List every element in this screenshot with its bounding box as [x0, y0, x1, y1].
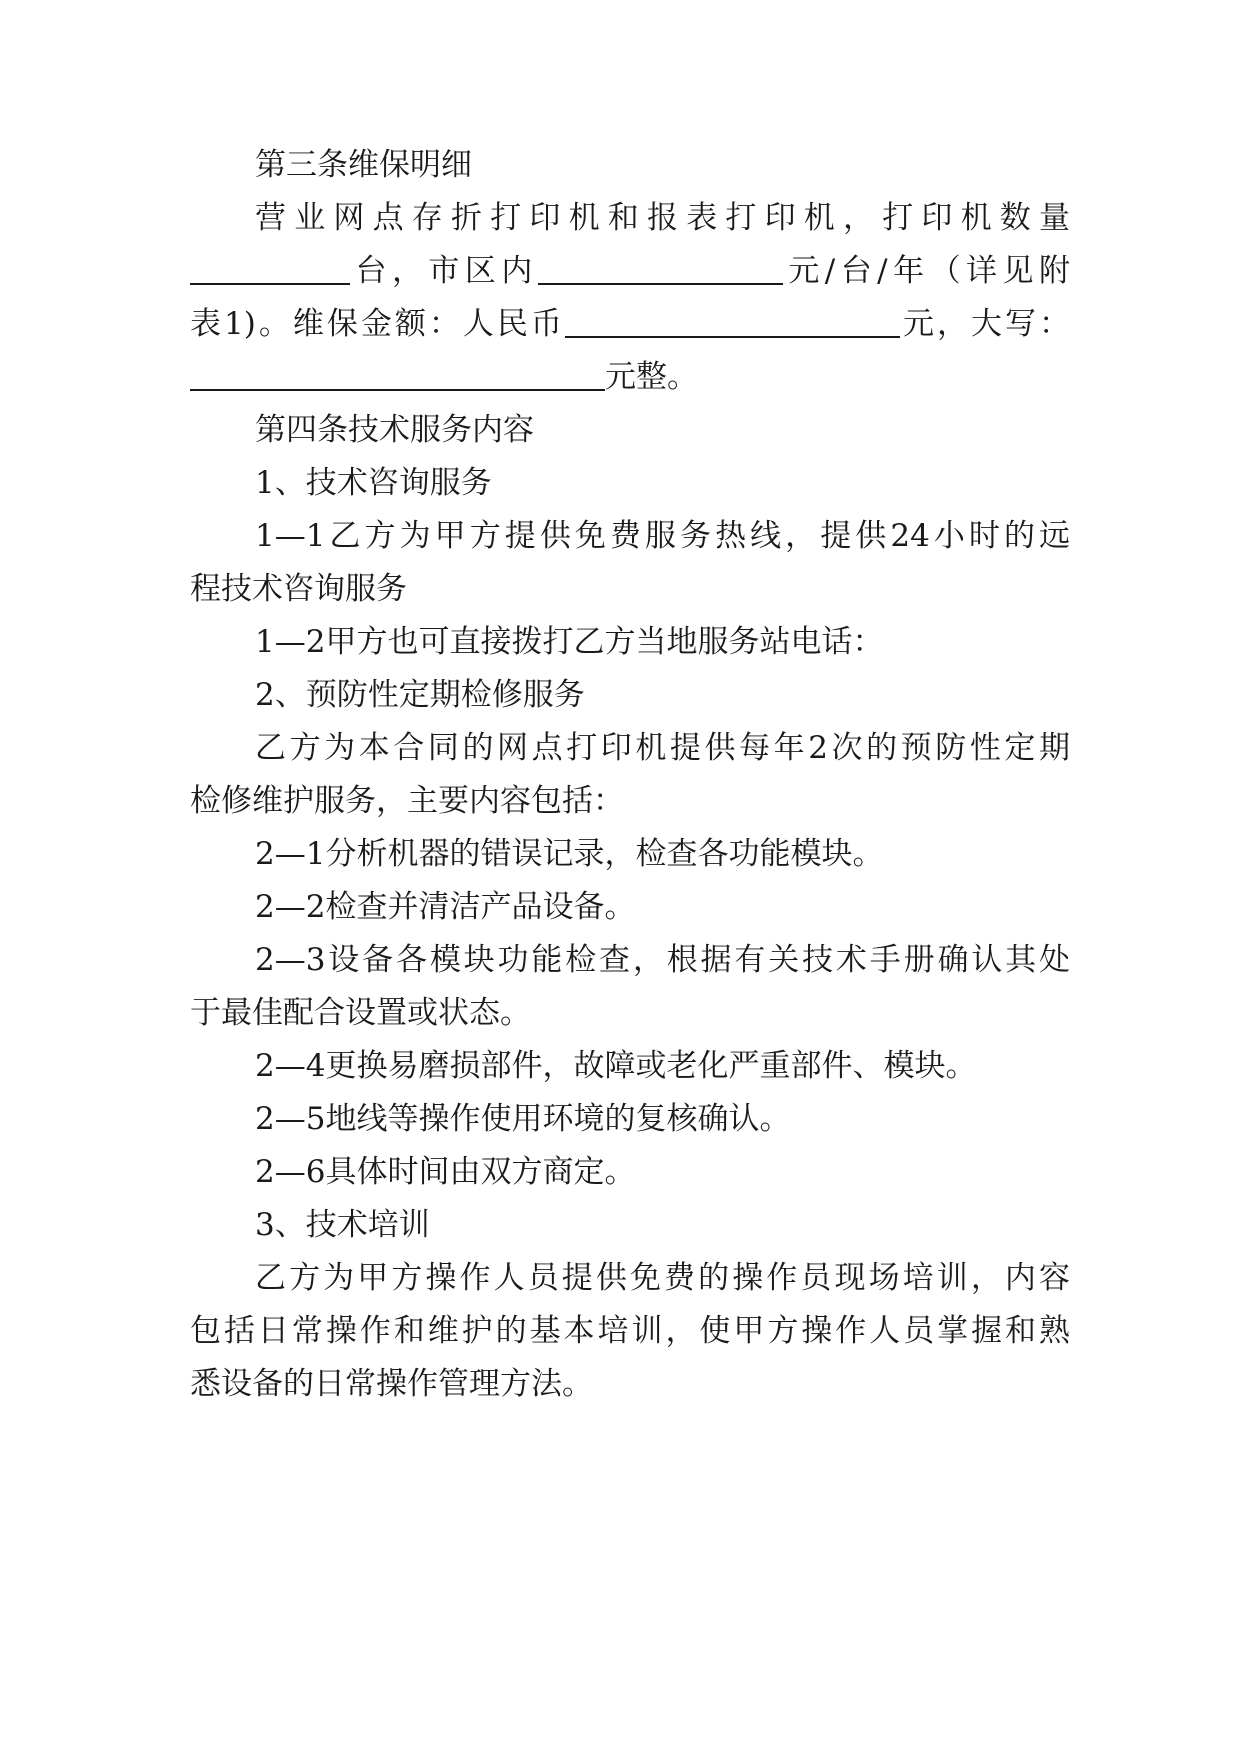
- article-3-line-2-text-a: 台，市区内: [350, 253, 538, 289]
- article-3-heading: 第三条维保明细: [255, 147, 472, 183]
- section-2-intro-line-2: 检修维护服务，主要内容包括：: [190, 783, 624, 819]
- item-2-1: 2—1分析机器的错误记录，检查各功能模块。: [255, 836, 884, 872]
- section-1-title: 1、技术咨询服务: [255, 465, 492, 501]
- amount-rmb-blank: [565, 306, 900, 338]
- item-2-3-line-1: 2—3设备各模块功能检查，根据有关技术手册确认其处: [255, 942, 1070, 978]
- article-3-line-3-text-a: 表1)。维保金额：人民币: [190, 306, 565, 342]
- article-3-line-4: [190, 357, 1070, 397]
- article-3-line-3: [190, 304, 1070, 344]
- section-3-title: 3、技术培训: [255, 1207, 430, 1243]
- item-1-1-line-2: 程技术咨询服务: [190, 571, 407, 607]
- section-3-line-1: 乙方为甲方操作人员提供免费的操作员现场培训，内容: [255, 1260, 1070, 1296]
- section-2-intro-line-1: 乙方为本合同的网点打印机提供每年2次的预防性定期: [255, 730, 1070, 766]
- item-2-2: 2—2检查并清洁产品设备。: [255, 889, 636, 925]
- item-2-5: 2—5地线等操作使用环境的复核确认。: [255, 1101, 791, 1137]
- section-3-line-2: 包括日常操作和维护的基本培训，使甲方操作人员掌握和熟: [190, 1313, 1070, 1349]
- amount-words-blank: [190, 359, 605, 391]
- article-3-line-3-text-b: 元，大写：: [899, 306, 1070, 342]
- item-1-1-line-1: 1—1乙方为甲方提供免费服务热线，提供24小时的远: [255, 518, 1070, 554]
- item-2-6: 2—6具体时间由双方商定。: [255, 1154, 636, 1190]
- unit-price-blank: [538, 253, 783, 285]
- item-2-3-line-2: 于最佳配合设置或状态。: [190, 995, 531, 1031]
- article-3-line-2: [190, 251, 1070, 291]
- printer-count-blank: [190, 253, 350, 285]
- article-4-heading: 第四条技术服务内容: [255, 412, 534, 448]
- article-3-line-1: 营业网点存折打印机和报表打印机，打印机数量: [255, 200, 1070, 236]
- section-2-title: 2、预防性定期检修服务: [255, 677, 585, 713]
- article-3-line-4-text: 元整。: [605, 359, 698, 395]
- item-1-2: 1—2甲方也可直接拨打乙方当地服务站电话：: [255, 624, 884, 660]
- article-3-line-2-text-b: 元/台/年（详见附: [782, 253, 1070, 289]
- item-2-4: 2—4更换易磨损部件，故障或老化严重部件、模块。: [255, 1048, 977, 1084]
- section-3-line-3: 悉设备的日常操作管理方法。: [190, 1366, 593, 1402]
